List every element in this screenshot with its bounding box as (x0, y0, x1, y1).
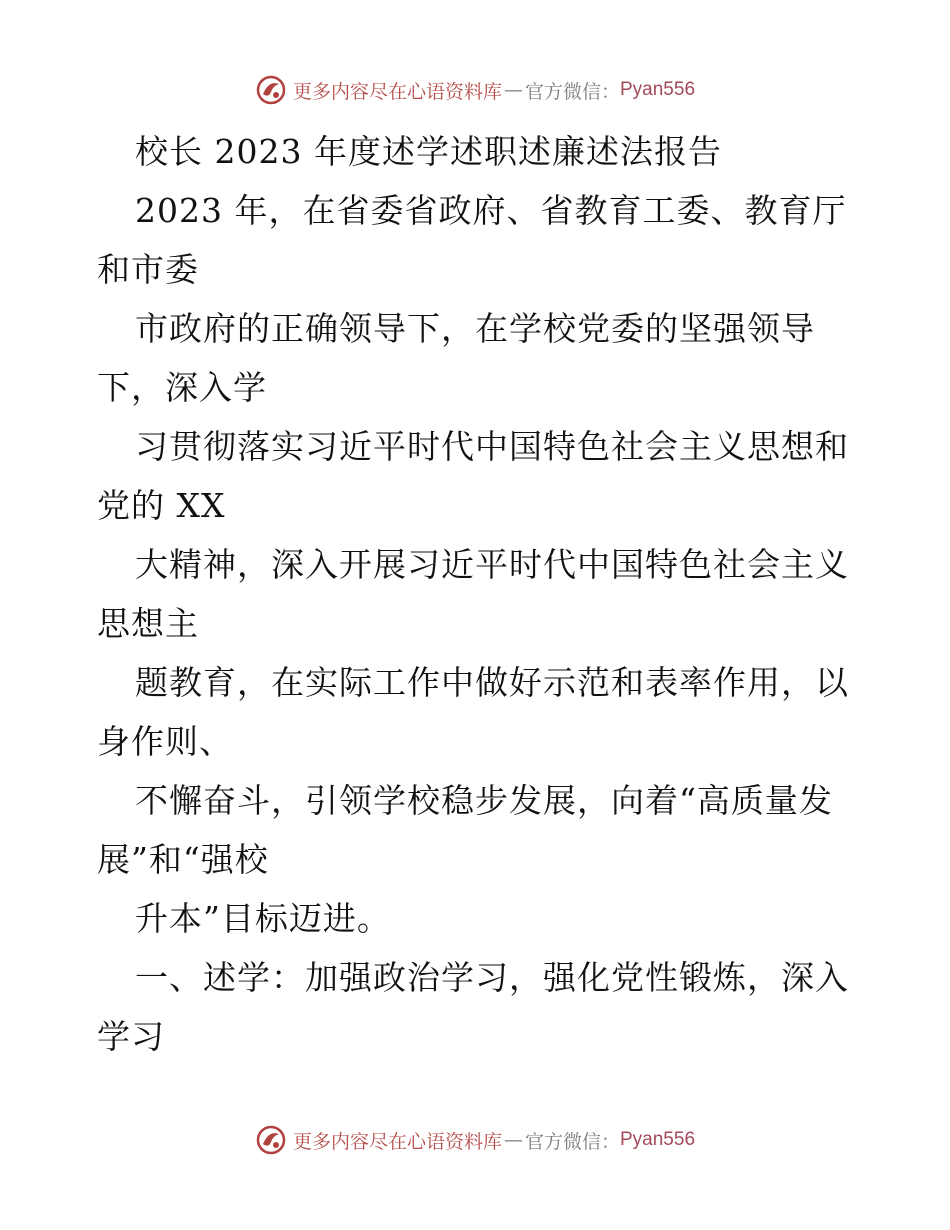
watermark-main-text: 更多内容尽在心语资料库 (292, 1130, 502, 1153)
paragraph-line: 和市委 (97, 250, 199, 289)
watermark-dash: — (503, 79, 523, 101)
watermark-dash: — (503, 1129, 523, 1151)
paragraph-line: 思想主 (97, 604, 199, 643)
document-title: 校长 2023 年度述学述职述廉述法报告 (135, 132, 722, 171)
paragraph-line: 下，深入学 (97, 368, 267, 407)
paragraph-line: 2023 年，在省委省政府、省教育工委、教育厅 (135, 191, 847, 230)
watermark-wechat-id: Pyan556 (620, 1129, 696, 1150)
watermark-banner-bottom (0, 1120, 950, 1160)
watermark-banner-top (0, 70, 950, 110)
document-body (97, 122, 857, 1066)
paragraph-line: 党的 XX (97, 486, 226, 525)
watermark-main-text: 更多内容尽在心语资料库 (292, 80, 502, 103)
watermark-official-label: 官方微信： (524, 80, 620, 103)
paragraph-line: 身作则、 (97, 722, 233, 761)
watermark-wechat-id: Pyan556 (620, 79, 696, 100)
red-swirl-logo-icon (255, 1124, 287, 1156)
paragraph-line: 升本”目标迈进。 (135, 899, 391, 938)
paragraph-line: 题教育，在实际工作中做好示范和表率作用，以 (135, 663, 849, 702)
paragraph-line: 展”和“强校 (97, 840, 269, 879)
watermark-official-label: 官方微信： (524, 1130, 620, 1153)
paragraph-line: 市政府的正确领导下，在学校党委的坚强领导 (135, 309, 815, 348)
paragraph-line: 不懈奋斗，引领学校稳步发展，向着“高质量发 (135, 781, 833, 820)
paragraph-line: 学习 (97, 1017, 165, 1056)
paragraph-line: 习贯彻落实习近平时代中国特色社会主义思想和 (135, 427, 849, 466)
red-swirl-logo-icon (255, 74, 287, 106)
section-heading-line: 一、述学：加强政治学习，强化党性锻炼，深入 (135, 958, 849, 997)
paragraph-line: 大精神，深入开展习近平时代中国特色社会主义 (135, 545, 849, 584)
